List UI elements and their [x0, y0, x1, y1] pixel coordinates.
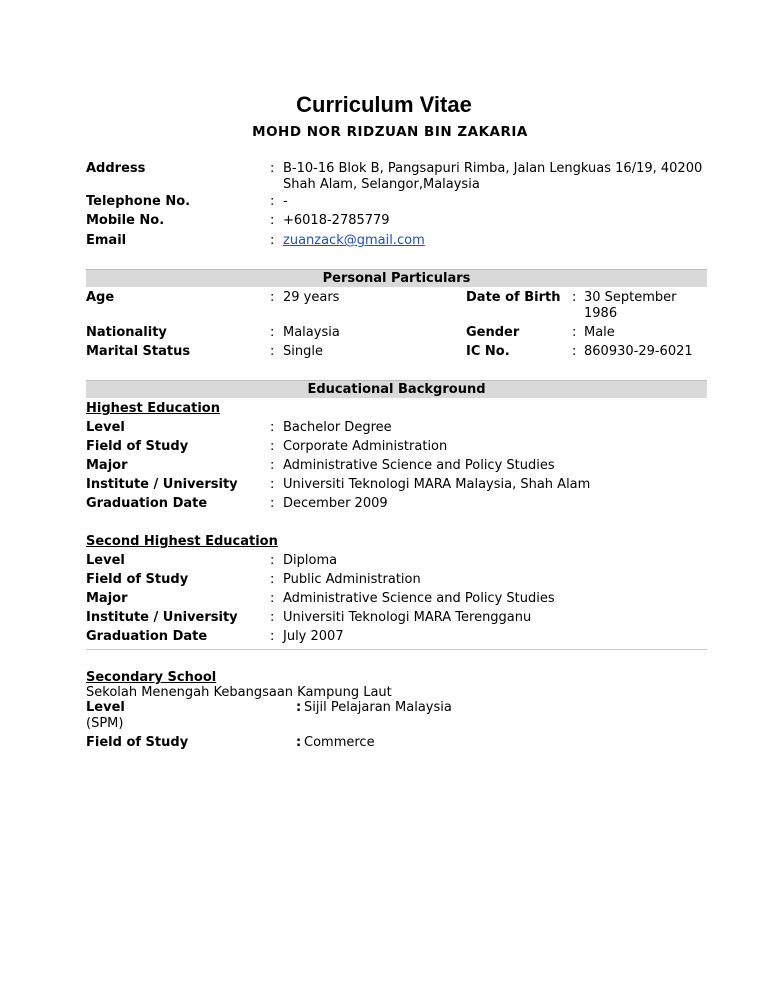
separator: :	[270, 572, 275, 587]
highest-field-label: Field of Study	[86, 439, 189, 454]
separator: :	[270, 477, 275, 492]
secondary-level-value: Sijil Pelajaran Malaysia	[304, 700, 452, 715]
highest-graduation-label: Graduation Date	[86, 496, 208, 511]
separator: :	[270, 213, 275, 228]
mobile-label: Mobile No.	[86, 213, 165, 228]
second-institute-value: Universiti Teknologi MARA Terengganu	[283, 610, 532, 625]
secondary-school-name: Sekolah Menengah Kebangsaan Kampung Laut	[86, 685, 392, 700]
separator: :	[270, 233, 275, 248]
second-level-value: Diploma	[283, 553, 338, 568]
separator: :	[270, 591, 275, 606]
highest-level-value: Bachelor Degree	[283, 420, 392, 435]
nationality-label: Nationality	[86, 325, 167, 340]
second-institute-label: Institute / University	[86, 610, 238, 625]
section-divider	[86, 649, 707, 650]
ic-value: 860930-29-6021	[584, 344, 693, 359]
separator: :	[270, 194, 275, 209]
highest-major-label: Major	[86, 458, 128, 473]
highest-institute-label: Institute / University	[86, 477, 238, 492]
separator: :	[270, 325, 275, 340]
candidate-name: MOHD NOR RIDZUAN BIN ZAKARIA	[252, 124, 528, 140]
educational-background-band	[86, 380, 707, 398]
age-value: 29 years	[283, 290, 340, 305]
gender-label: Gender	[466, 325, 520, 340]
highest-level-label: Level	[86, 420, 125, 435]
highest-major-value: Administrative Science and Policy Studies	[283, 458, 555, 473]
personal-particulars-heading: Personal Particulars	[322, 271, 471, 286]
secondary-level-suffix: (SPM)	[86, 716, 124, 731]
separator: :	[270, 553, 275, 568]
email-link[interactable]: zuanzack@gmail.com	[283, 233, 425, 248]
separator: :	[270, 420, 275, 435]
marital-status-label: Marital Status	[86, 344, 191, 359]
address-line-2: Shah Alam, Selangor,Malaysia	[283, 177, 480, 192]
highest-education-title: Highest Education	[86, 401, 220, 416]
second-field-label: Field of Study	[86, 572, 189, 587]
second-graduation-value: July 2007	[283, 629, 344, 644]
separator: :	[572, 344, 577, 359]
separator: :	[270, 610, 275, 625]
separator: :	[296, 700, 302, 715]
highest-graduation-value: December 2009	[283, 496, 388, 511]
dob-label: Date of Birth	[466, 290, 561, 305]
dob-value-line-1: 30 September	[584, 290, 677, 305]
address-label: Address	[86, 161, 146, 176]
second-field-value: Public Administration	[283, 572, 421, 587]
separator: :	[270, 161, 275, 176]
nationality-value: Malaysia	[283, 325, 340, 340]
ic-label: IC No.	[466, 344, 510, 359]
telephone-value: -	[283, 194, 288, 209]
email-label: Email	[86, 233, 127, 248]
separator: :	[270, 439, 275, 454]
highest-field-value: Corporate Administration	[283, 439, 448, 454]
separator: :	[270, 290, 275, 305]
marital-status-value: Single	[283, 344, 323, 359]
dob-value-line-2: 1986	[584, 306, 618, 321]
gender-value: Male	[584, 325, 615, 340]
separator: :	[572, 290, 577, 305]
separator: :	[270, 496, 275, 511]
mobile-value: +6018-2785779	[283, 213, 390, 228]
second-graduation-label: Graduation Date	[86, 629, 208, 644]
age-label: Age	[86, 290, 115, 305]
separator: :	[270, 458, 275, 473]
secondary-school-title: Secondary School	[86, 670, 217, 685]
telephone-label: Telephone No.	[86, 194, 191, 209]
secondary-field-value: Commerce	[304, 735, 375, 750]
second-education-title: Second Highest Education	[86, 534, 278, 549]
secondary-field-label: Field of Study	[86, 735, 189, 750]
separator: :	[270, 629, 275, 644]
second-major-value: Administrative Science and Policy Studies	[283, 591, 555, 606]
separator: :	[572, 325, 577, 340]
separator: :	[296, 735, 302, 750]
address-line-1: B-10-16 Blok B, Pangsapuri Rimba, Jalan Lengkuas 16/19, 40200	[283, 161, 703, 176]
second-level-label: Level	[86, 553, 125, 568]
personal-particulars-band	[86, 269, 707, 287]
document-title: Curriculum Vitae	[296, 92, 472, 117]
secondary-level-label: Level	[86, 700, 125, 715]
second-major-label: Major	[86, 591, 128, 606]
highest-institute-value: Universiti Teknologi MARA Malaysia, Shah Alam	[283, 477, 591, 492]
educational-background-heading: Educational Background	[307, 382, 486, 397]
separator: :	[270, 344, 275, 359]
